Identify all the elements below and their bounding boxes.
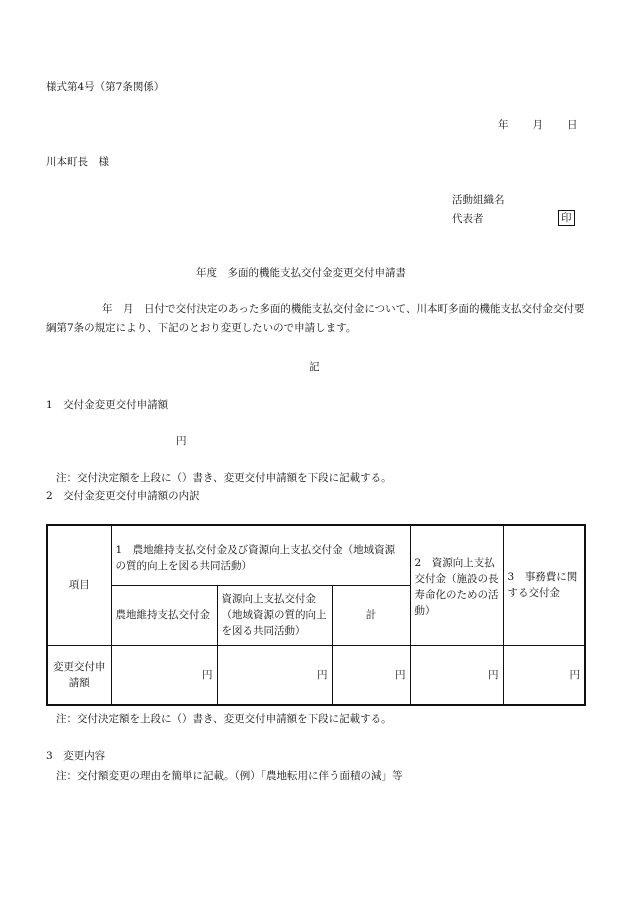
amount-yen: 円 xyxy=(176,435,187,447)
date-line: 年 月 日 xyxy=(498,119,579,131)
header-farmland: 農地維持支払交付金 xyxy=(111,585,217,645)
form-number: 様式第4号（第7条関係） xyxy=(46,81,165,93)
section-2-heading: 2 交付金変更交付申請額の内訳 xyxy=(46,490,200,502)
section-3-heading: 3 変更内容 xyxy=(46,750,106,762)
body-paragraph: 年 月 日付で交付決定のあった多面的機能支払交付金について、川本町多面的機能支払交付金交付要綱第7条の規定により、下記のとおり変更したいので申請します。 xyxy=(46,303,585,334)
header-office-expense: 3 事務費に関する交付金 xyxy=(503,525,585,645)
note-1: 注：交付決定額を上段に（）書き、変更交付申請額を下段に記載する。 xyxy=(56,472,392,484)
cell-facility-yen: 円 xyxy=(410,645,503,705)
breakdown-table xyxy=(46,524,586,706)
representative-label: 代表者 xyxy=(452,213,484,225)
header-group-1: 1 農地維持支払交付金及び資源向上支払交付金（地域資源の質的向上を図る共同活動） xyxy=(111,525,410,585)
row-label-change-amount: 変更交付申請額 xyxy=(47,645,111,705)
cell-resource-yen: 円 xyxy=(217,645,332,705)
ki-heading: 記 xyxy=(309,361,320,373)
note-3: 注：交付額変更の理由を簡単に記載。（例）「農地転用に伴う面積の減」等 xyxy=(56,770,403,782)
document-title: 年度 多面的機能支払交付金変更交付申請書 xyxy=(196,267,406,279)
addressee: 川本町長 様 xyxy=(46,156,109,168)
header-total: 計 xyxy=(332,585,410,645)
header-item: 項目 xyxy=(47,525,111,645)
cell-farmland-yen: 円 xyxy=(111,645,217,705)
org-name-label: 活動組織名 xyxy=(452,194,505,206)
seal-text: 印 xyxy=(558,210,575,226)
header-facility: 2 資源向上支払交付金（施設の長寿命化のための活動） xyxy=(410,525,503,645)
seal-mark xyxy=(558,210,575,227)
note-2: 注：交付決定額を上段に（）書き、変更交付申請額を下段に記載する。 xyxy=(56,713,392,725)
header-resource: 資源向上支払交付金（地域資源の質的向上を図る共同活動） xyxy=(217,585,332,645)
section-1-heading: 1 交付金変更交付申請額 xyxy=(46,399,169,411)
cell-office-yen: 円 xyxy=(503,645,585,705)
cell-total-yen: 円 xyxy=(332,645,410,705)
